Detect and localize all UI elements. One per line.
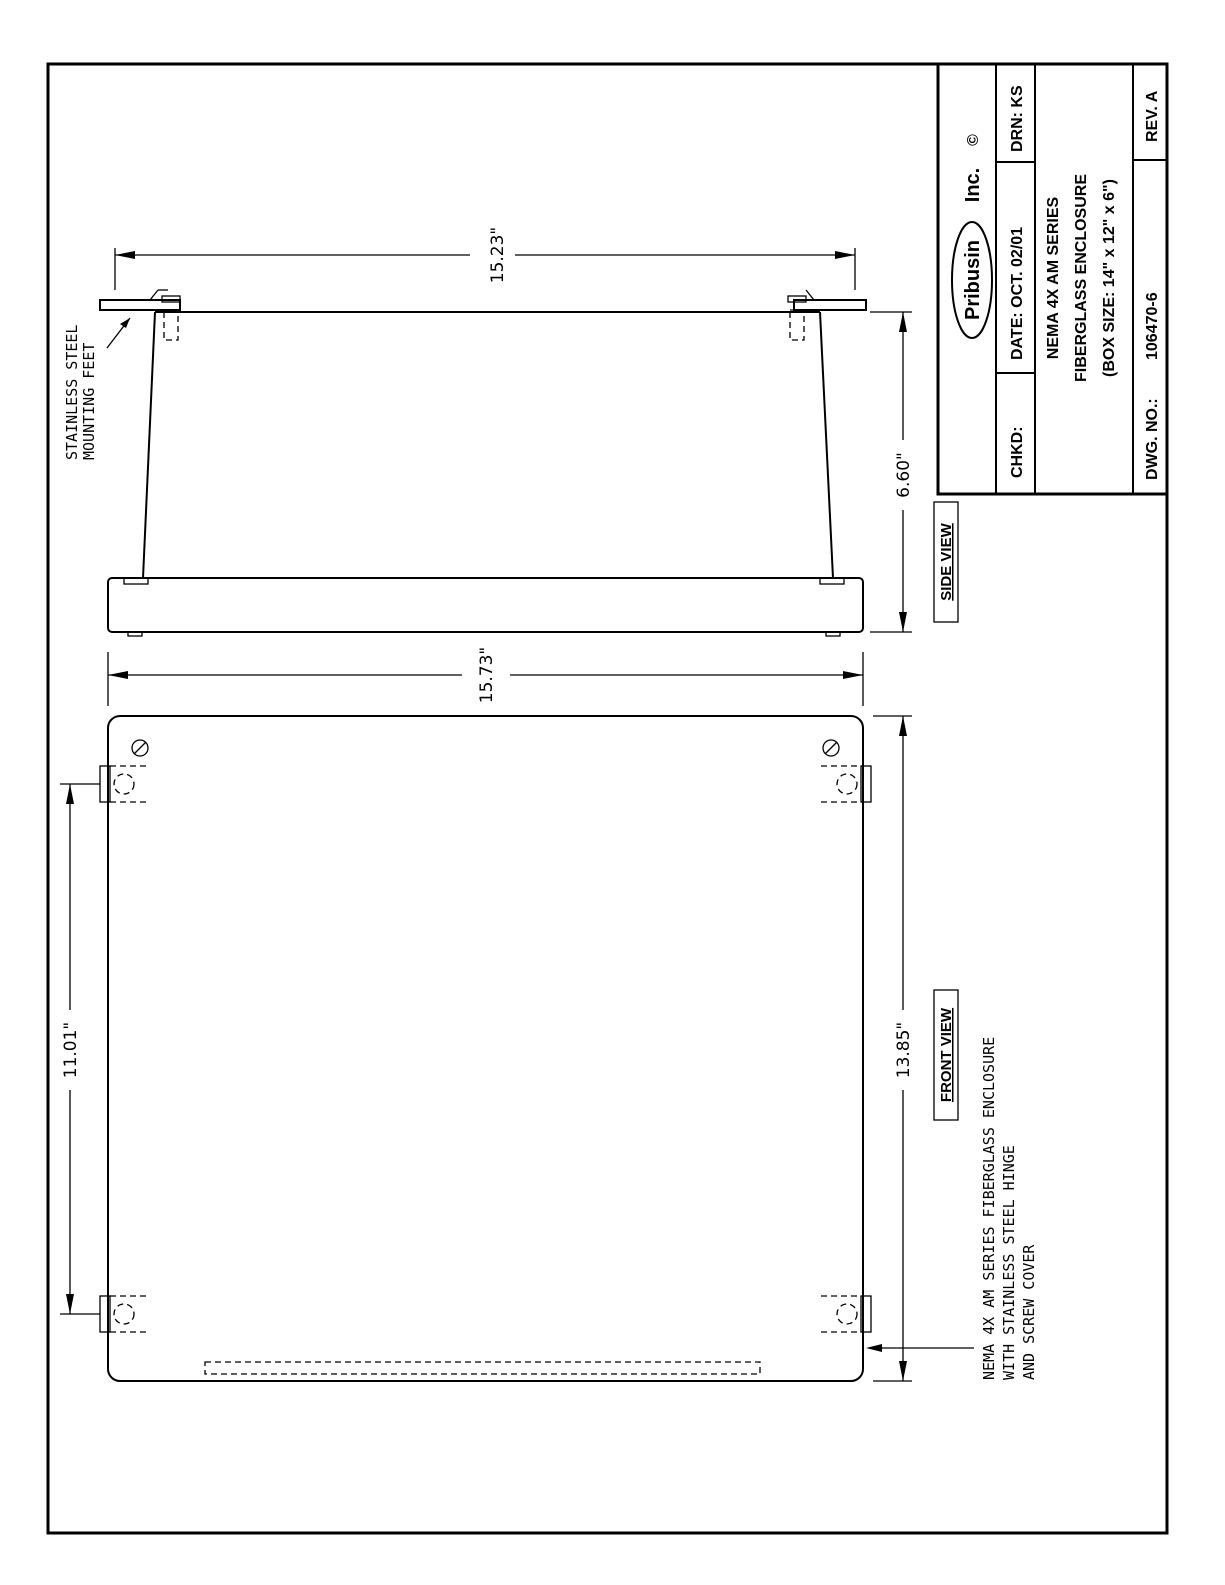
feet-note-line-1: STAINLESS STEEL — [63, 324, 81, 460]
dimension-15-73 — [108, 647, 863, 706]
feet-note-line-2: MOUNTING FEET — [80, 342, 98, 460]
dwg-no-label: DWG. NO.: — [1144, 398, 1161, 480]
dimension-13-85 — [873, 716, 914, 1381]
screw-top-right — [823, 740, 839, 756]
revision-field: REV. A — [1144, 90, 1161, 142]
side-length-label: 15.23" — [488, 226, 508, 284]
enclosure-note-line-2: WITH STAINLESS STEEL HINGE — [1000, 1145, 1018, 1380]
dimension-6-60 — [870, 312, 914, 632]
front-view — [60, 647, 1038, 1381]
description-line-2: FIBERGLASS ENCLOSURE — [1073, 173, 1090, 383]
company-logo — [952, 134, 996, 338]
company-name: Pribusin — [962, 239, 984, 321]
enclosure-note-line-1: NEMA 4X AM SERIES FIBERGLASS ENCLOSURE — [980, 1036, 998, 1380]
company-suffix: Inc. — [962, 167, 984, 203]
mount-spacing-label: 11.01" — [61, 1021, 81, 1079]
drn-field: DRN: KS — [1009, 85, 1026, 152]
date-field: DATE: OCT. 02/01 — [1009, 226, 1026, 360]
screw-top-left — [132, 740, 148, 756]
side-view-label: SIDE VIEW — [938, 523, 955, 601]
dwg-no-value: 106470-6 — [1144, 292, 1161, 360]
mounting-foot-left — [100, 290, 180, 340]
side-depth-label: 6.60" — [894, 452, 914, 498]
title-block — [938, 64, 1167, 494]
front-view-label: FRONT VIEW — [938, 1007, 955, 1103]
side-view — [63, 227, 958, 636]
description-line-3: (BOX SIZE: 14" x 12" x 6") — [1101, 179, 1118, 377]
dimension-11-01 — [60, 784, 100, 1314]
description-line-1: NEMA 4X AM SERIES — [1045, 196, 1062, 360]
chkd-label: CHKD: — [1009, 426, 1026, 478]
front-width-label: 15.73" — [477, 646, 497, 704]
dimension-15-23 — [115, 227, 855, 290]
front-height-label: 13.85" — [894, 1021, 914, 1079]
mounting-foot-right — [788, 290, 866, 340]
enclosure-note-line-3: AND SCREW COVER — [1020, 1244, 1038, 1380]
hinge — [205, 1362, 760, 1381]
copyright-symbol: © — [965, 134, 982, 146]
